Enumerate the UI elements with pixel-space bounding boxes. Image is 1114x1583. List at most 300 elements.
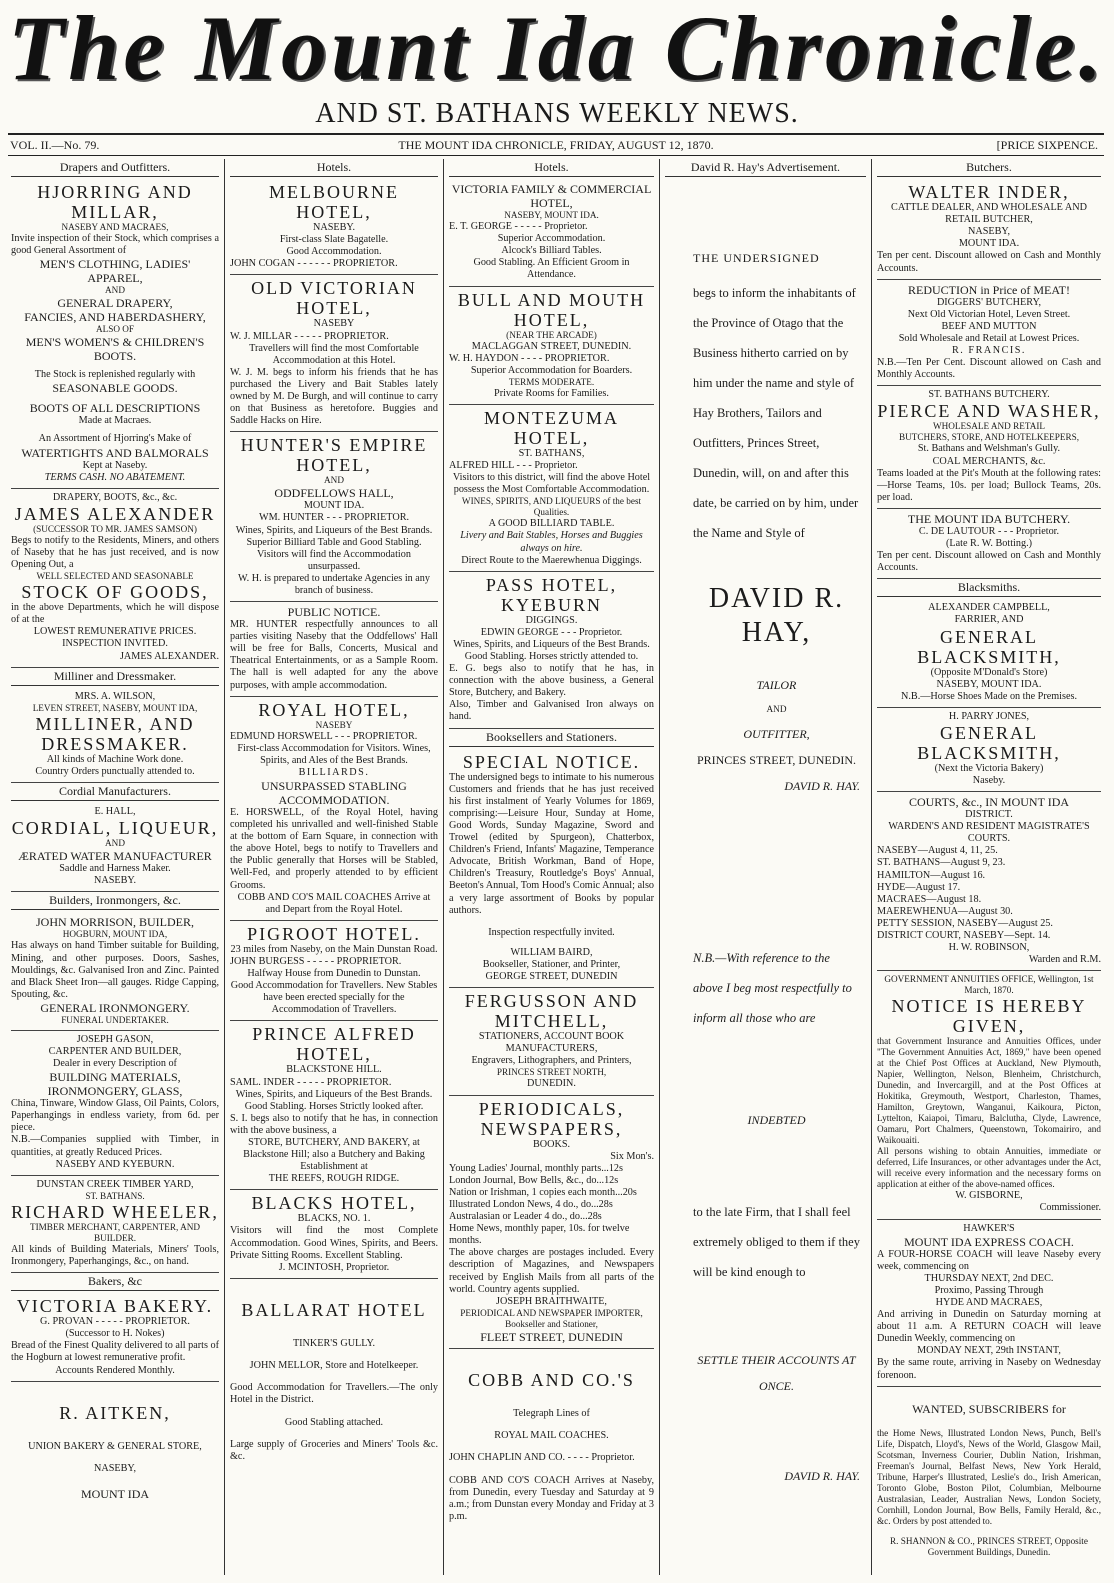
- advert-line: Invite inspection of their Stock, which comprises a good General Assortment of: [11, 233, 219, 257]
- advert-line: in the above Departments, which he will dispose of at the: [11, 602, 219, 626]
- advert-line: MOUNT IDA: [80, 1486, 150, 1501]
- advert-line: the Home News, Illustrated London News, Punch, Bell's Life, Dispatch, Lloyd's, News of the World, Glasgow Mail, Scotsman, Inverness Courier, Dublin Nation, Irishman, Freeman's Journal, Belfast News, New York Herald, Tribune, Harper's Illustrated, Leslie's do., Irish American, Toronto Globe, Boston Pilot, Columbian, Melbourne Australasian, Leader, Australian News, London Society, Cornhill, London Journal, Bow Bells, Family Herald, &c., &c. Orders by post attended to.: [877, 1427, 1101, 1526]
- price-row: Australasian or Leader 4 do., do...28s: [449, 1211, 602, 1223]
- advert-line: An Assortment of Hjorring's Make of: [38, 433, 192, 445]
- advert-line: W. J. M. begs to inform his friends that he has purchased the Livery and Bait Stables lately owned by M. De Burgh, and will continue to carry on that Business as heretofore. Buggies and Saddle Hacks on Hire.: [230, 366, 438, 427]
- advert-line: Inspection respectfully invited.: [488, 926, 615, 938]
- advert-line: R. SHANNON & CO., PRINCES STREET, Opposite Government Buildings, Dunedin.: [890, 1535, 1088, 1557]
- advert-line: HOGBURN, MOUNT IDA,: [62, 929, 168, 940]
- advert-line: JOHN MELLOR, Store and Hotelkeeper.: [249, 1360, 419, 1372]
- advert-victoria-family-hotel: [449, 179, 654, 286]
- advert-line: Private Rooms for Families.: [494, 387, 609, 399]
- advert-e-hall: [11, 803, 219, 892]
- advert-line: Good Stabling. An Efficient Groom in Attendance.: [473, 257, 630, 281]
- advert-line: Visitors will find the most Complete Accommodation. Good Wines, Spirits, and Beers. Private Sitting Rooms. Excellent Stabling.: [230, 1225, 438, 1261]
- advert-line: JOHN COGAN - - - - - - PROPRIETOR.: [230, 258, 398, 270]
- advert-line: ALEXANDER CAMPBELL,: [928, 602, 1050, 614]
- advert-line: E. G. begs also to notify that he has, in connection with the above business, a General Store, Butchery, and Bakery.: [449, 663, 654, 699]
- advert-title: MILLINER, AND DRESSMAKER.: [35, 713, 195, 754]
- advert-title: THE MOUNT IDA BUTCHERY.: [907, 511, 1071, 526]
- section-heading: Blacksmiths.: [877, 579, 1101, 597]
- section-heading: Milliner and Dressmaker.: [11, 668, 219, 686]
- advert-line: that Government Insurance and Annuities Offices, under "The Government Annuities Act, 1869," have been opened at the Chief Post Offices at Auckland, New Plymouth, Napier, Wellington, Nelson, Blenheim, Christchurch, Dunedin, and Invercargill, and at the Post Offices at Hokitika, Greymouth, Westport, Charleston, Thames, Hamilton, Greytown, Wanganui, Kaikoura, Picton, Lyttelton, Kaiapoi, Timaru, Balclutha, Clyde, Lawrence, Oamaru, Port Chalmers, Queenstown, Tokomairiro, and Waikouaiti.: [877, 1036, 1101, 1146]
- advert-line: LEVEN STREET, NASEBY, MOUNT IDA,: [32, 702, 198, 713]
- advert-line: WARDEN'S AND RESIDENT MAGISTRATE'S COURTS.: [888, 821, 1090, 845]
- advert-line: E. HORSWELL, of the Royal Hotel, having completed his unrivalled and well-finished Stable at the bottom of Earn Square, in connection with the above Hotel, begs to notify to Travellers and the Public generally that Horses will be Stabled, Well-Fed, and properly attended to by efficient Grooms.: [230, 807, 438, 891]
- advert-line: WHOLESALE AND RETAIL: [932, 421, 1046, 432]
- advert-line: First-class Slate Bagatelle.: [279, 234, 389, 246]
- advert-line: N.B.—Horse Shoes Made on the Premises.: [901, 690, 1077, 702]
- advert-line: PERIODICAL AND NEWSPAPER IMPORTER, Bookseller and Stationer,: [460, 1307, 643, 1329]
- advert-line: CATTLE DEALER, AND WHOLESALE AND RETAIL BUTCHER,: [891, 202, 1087, 226]
- advert-title: PIERCE AND WASHER,: [877, 401, 1101, 422]
- advert-line: INDEBTED: [747, 1112, 806, 1127]
- advert-title: HJORRING AND MILLAR,: [37, 182, 193, 223]
- advert-line: LOWEST REMUNERATIVE PRICES.: [33, 626, 197, 638]
- advert-line: Has always on hand Timber suitable for Building, Mining, and other purposes. Doors, Sashes, Mouldings, &c. Galvanised Iron and Zinc. Painted and Black Sheet Iron—all gauges. Ridge Capping, Spouting, &c.: [11, 940, 219, 1000]
- advert-title: PASS HOTEL, KYEBURN: [485, 574, 618, 615]
- advert-line: Engravers, Lithographers, and Printers,: [471, 1055, 632, 1067]
- advert-line: begs to inform the inhabitants of the Province of Otago that the Business hitherto carried on by him under the name and style of Hay Brothers, Tailors and Outfitters, Princes Street, Dunedin, will, on and after this date, be carried on by him, under the Name and Style of: [693, 285, 859, 540]
- volume-number: VOL. II.—No. 79.: [10, 138, 100, 152]
- advert-line: The Stock is replenished regularly with: [34, 369, 196, 381]
- price-row: Illustrated London News, 4 do., do...28s: [449, 1198, 613, 1210]
- advert-line: EDMUND HORSWELL - - - PROPRIETOR.: [230, 730, 418, 742]
- advert-title: VICTORIA BAKERY.: [16, 1296, 214, 1317]
- advert-line: AND: [324, 475, 344, 486]
- advert-title: JAMES ALEXANDER: [14, 503, 216, 524]
- advert-line: By the same route, arriving in Naseby on Wednesday forenoon.: [877, 1357, 1101, 1381]
- advert-line: China, Tinware, Window Glass, Oil Paints, Colors, Paperhangings in endless variety, from 6d. per piece.: [11, 1098, 219, 1134]
- advert-title: GENERAL BLACKSMITH,: [917, 626, 1061, 667]
- issue-date: THE MOUNT IDA CHRONICLE, FRIDAY, AUGUST 12, 1870.: [398, 138, 714, 152]
- advert-line: Dealer in every Description of: [53, 1058, 177, 1070]
- advert-line: Good Accommodation for Travellers.—The only Hotel in the District.: [230, 1382, 438, 1406]
- issue-price: [PRICE SIXPENCE.: [996, 138, 1098, 152]
- advert-line: COBB AND CO'S MAIL COACHES Arrive at and Depart from the Royal Hotel.: [237, 891, 431, 915]
- advert-line: Ten per cent. Discount allowed on Cash and Monthly Accounts.: [877, 550, 1101, 574]
- advert-line: SETTLE THEIR ACCOUNTS AT ONCE.: [697, 1352, 856, 1393]
- advert-title: BULL AND MOUTH HOTEL,: [457, 289, 646, 330]
- advert-line: N.B.—Companies supplied with Timber, in quantities, at greatly Reduced Prices.: [11, 1134, 219, 1158]
- advert-line: S. I. begs also to notify that he has, in connection with the above business, a: [230, 1112, 438, 1136]
- advert-title: COURTS, &c., IN MOUNT IDA: [908, 795, 1070, 810]
- advert-line: STORE, BUTCHERY, AND BAKERY, at Blackstone Hill; also a Butchery and Baking Establishment at: [243, 1136, 425, 1173]
- court-row: NASEBY—August 4, 11, 25.: [877, 845, 998, 857]
- advert-line: JOHN CHAPLIN AND CO. - - - - Proprietor.: [449, 1452, 635, 1464]
- advert-line: PRINCES STREET NORTH,: [496, 1067, 607, 1078]
- advert-title: RICHARD WHEELER,: [11, 1201, 219, 1222]
- advert-line: JOHN BURGESS - - - - - PROPRIETOR.: [230, 955, 402, 967]
- advert-line: DUNSTAN CREEK TIMBER YARD,: [36, 1178, 194, 1190]
- section-heading: Builders, Ironmongers, &c.: [11, 892, 219, 910]
- advert-line: Superior Accommodation.: [497, 233, 606, 245]
- advert-line: STATIONERS, ACCOUNT BOOK MANUFACTURERS,: [478, 1031, 625, 1055]
- advert-government-annuities: [877, 971, 1101, 1219]
- advert-line: Good Stabling. Horses strictly attended to.: [464, 650, 639, 662]
- advert-line: A GOOD BILLIARD TABLE.: [488, 518, 615, 530]
- advert-line: N.B.—Ten Per Cent. Discount allowed on Cash and Monthly Accounts.: [877, 357, 1101, 381]
- advert-line: AND: [105, 285, 125, 296]
- advert-john-morrison: [11, 912, 219, 1030]
- advert-line: (SUCCESSOR TO MR. JAMES SAMSON): [33, 523, 197, 534]
- advert-line: INSPECTION INVITED.: [62, 638, 168, 650]
- advert-alexander-campbell: [877, 599, 1101, 707]
- advert-line: (Next the Victoria Bakery): [934, 762, 1044, 774]
- advert-line: ST. BATHANS.: [85, 1190, 145, 1201]
- advert-hjorring-millar: [11, 179, 219, 489]
- advert-courts: [877, 792, 1101, 971]
- section-heading: Booksellers and Stationers.: [449, 729, 654, 747]
- advert-line: All kinds of Machine Work done.: [46, 753, 184, 765]
- advert-line: TERMS MODERATE.: [508, 376, 595, 387]
- advert-line: DISTRICT.: [965, 809, 1013, 821]
- advert-line: GENERAL DRAPERY,: [57, 296, 173, 311]
- advert-line: W. H. HAYDON - - - - PROPRIETOR.: [449, 352, 610, 364]
- advert-line: MOUNT IDA.: [958, 238, 1020, 250]
- price-row: Nation or Irishman, 1 copies each month...20s: [449, 1186, 637, 1198]
- advert-line: MRS. A. WILSON,: [74, 690, 156, 702]
- advert-line: DIGGERS' BUTCHERY,: [936, 296, 1042, 308]
- advert-melbourne-hotel: [230, 179, 438, 275]
- advert-blacks-hotel: [230, 1190, 438, 1278]
- advert-line: WILLIAM BAIRD,: [510, 946, 593, 958]
- advert-line: SAML. INDER - - - - - PROPRIETOR.: [230, 1076, 392, 1088]
- advert-line: And arriving in Dunedin on Saturday morning at about 11 a.m. A RETURN COACH will leave Dunedin Weekly, commencing on: [877, 1309, 1101, 1345]
- advert-line: TAILOR: [756, 677, 797, 692]
- advert-line: Large supply of Groceries and Miners' Tools &c. &c.: [230, 1439, 438, 1463]
- advert-line: All kinds of Building Materials, Miners' Tools, Ironmongery, Paperhangings, &c., on hand.: [11, 1243, 219, 1267]
- court-row: PETTY SESSION, NASEBY—August 25.: [877, 917, 1053, 929]
- advert-line: WM. HUNTER - - - PROPRIETOR.: [258, 512, 410, 524]
- advert-line: W. GISBORNE,: [955, 1190, 1023, 1202]
- advert-line: GEORGE STREET, DUNEDIN: [485, 971, 618, 983]
- advert-special-notice: [449, 749, 654, 989]
- advert-line: FANCIES, AND HABERDASHERY,: [24, 310, 206, 325]
- advert-pass-hotel: [449, 572, 654, 729]
- dateline: [8, 133, 1104, 156]
- advert-line: HOTEL,: [530, 196, 573, 211]
- advert-line: NASEBY.: [313, 222, 355, 234]
- advert-line: Superior Billiard Table and Good Stabling.: [246, 536, 422, 548]
- section-heading: Bakers, &c: [11, 1273, 219, 1291]
- advert-line: BLACKS, NO. 1.: [297, 1213, 371, 1225]
- advert-line: GENERAL IRONMONGERY.: [40, 1000, 190, 1015]
- advert-line: SEASONABLE GOODS.: [52, 381, 178, 396]
- advert-line: The above charges are postages included. Every description of Magazines, and Newspapers received by English Mails from all parts of the world. Country agents supplied.: [449, 1247, 654, 1295]
- advert-line: Warden and R.M.: [1028, 954, 1101, 966]
- advert-title: JOHN MORRISON, BUILDER,: [35, 915, 194, 930]
- advert-line: R. FRANCIS.: [952, 345, 1026, 357]
- advert-line: MEN'S CLOTHING, LADIES' APPAREL,: [39, 257, 191, 286]
- advert-line: THE REEFS, ROUGH RIDGE.: [268, 1173, 400, 1185]
- advert-ballarat-hotel: [230, 1279, 438, 1463]
- advert-victoria-bakery: [11, 1293, 219, 1381]
- advert-line: Halfway House from Dunedin to Dunstan.: [247, 968, 421, 980]
- advert-line: (Opposite M'Donald's Store): [930, 666, 1048, 678]
- advert-line: E. HALL,: [94, 806, 136, 818]
- advert-line: AND: [105, 838, 125, 849]
- advert-david-hay: [665, 179, 866, 1483]
- advert-line: Bookseller, Stationer, and Printer,: [482, 958, 621, 970]
- page-columns: [6, 159, 1106, 1575]
- advert-title: FERGUSSON AND MITCHELL,: [464, 991, 639, 1032]
- advert-line: AND: [766, 703, 787, 714]
- court-row: HAMILTON—August 16.: [877, 869, 986, 881]
- section-heading: Cordial Manufacturers.: [11, 783, 219, 801]
- advert-line: Proximo, Passing Through: [934, 1284, 1044, 1296]
- advert-line: Telegraph Lines of: [513, 1407, 590, 1419]
- advert-line: N.B.—With reference to the above I beg most respectfully to inform all those who are: [693, 950, 852, 1025]
- advert-title: GENERAL BLACKSMITH,: [917, 722, 1061, 763]
- advert-line: JOSEPH BRAITHWAITE,: [496, 1295, 607, 1307]
- advert-line: EDWIN GEORGE - - - Proprietor.: [480, 626, 623, 638]
- advert-line: ST. BATHANS,: [518, 447, 585, 459]
- court-row: ST. BATHANS—August 9, 23.: [877, 857, 1006, 869]
- advert-line: BUTCHERS, STORE, AND HOTELKEEPERS,: [898, 432, 1080, 443]
- advert-express-coach: [877, 1220, 1101, 1387]
- advert-line: The undersigned begs to intimate to his numerous Customers and friends that he has just received his first instalment of Yearly Volumes for 1869, comprising:—Leisure Hour, Sunday at Home, Good Words, Sunday Magazine, Sword and Trowel (edited by Spurgeon), Chatterbox, Children's Friend, Infants' Magazine, Temperance Advocate, British Workman, Band of Hope, Children's Treasury, Routledge's Boys' Annual, Beeton's Annual, Tom Hood's Comic Annual; also a very large assortment of Books by popular authors.: [449, 771, 654, 916]
- advert-line: JAMES ALEXANDER.: [119, 650, 219, 662]
- advert-line: to the late Firm, that I shall feel extremely obliged to them if they will be kind enough to: [693, 1204, 860, 1279]
- advert-title: HUNTER'S EMPIRE HOTEL,: [240, 435, 428, 476]
- advert-mount-ida-butchery: [877, 509, 1101, 579]
- advert-line: ALSO OF: [95, 324, 135, 335]
- advert-parry-jones: [877, 708, 1101, 792]
- advert-line: Ten per cent. Discount allowed on Cash and Monthly Accounts.: [877, 250, 1101, 274]
- advert-line: (Late R. W. Botting.): [945, 537, 1033, 549]
- advert-line: TINKER'S GULLY.: [292, 1337, 376, 1349]
- advert-line: DRAPERY, BOOTS, &c., &c.: [52, 491, 178, 503]
- advert-wanted-subscribers: [877, 1387, 1101, 1558]
- advert-line: A FOUR-HORSE COACH will leave Naseby every week, commencing on: [877, 1248, 1101, 1272]
- advert-line: NASEBY.: [94, 875, 136, 887]
- advert-line: BEEF AND MUTTON: [941, 320, 1037, 332]
- advert-line: MEN'S WOMEN'S & CHILDREN'S BOOTS.: [25, 335, 205, 364]
- advert-line: First-class Accommodation for Visitors. Wines, Spirits, and Ales of the Best Brands.: [237, 742, 431, 766]
- advert-line: Kept at Naseby.: [82, 459, 148, 471]
- advert-line: DIGGINGS.: [525, 614, 578, 626]
- advert-title: WANTED, SUBSCRIBERS for: [912, 1401, 1066, 1416]
- advert-line: WATERTIGHTS AND BALMORALS: [21, 445, 209, 460]
- advert-title: PERIODICALS, NEWSPAPERS,: [478, 1098, 625, 1139]
- advert-royal-hotel: [230, 697, 438, 921]
- advert-mrs-wilson: [11, 688, 219, 783]
- advert-line: Superior Accommodation for Boarders.: [470, 364, 633, 376]
- advert-line: Made at Macraes.: [78, 415, 152, 427]
- section-heading: Hotels.: [230, 159, 438, 177]
- advert-line: Good Accommodation.: [286, 246, 382, 258]
- advert-line: STOCK OF GOODS,: [21, 582, 209, 603]
- advert-line: BLACKSTONE HILL.: [286, 1064, 382, 1076]
- advert-line: (NEAR THE ARCADE): [506, 329, 597, 340]
- court-row: HYDE—August 17.: [877, 881, 961, 893]
- advert-line: Livery and Bait Stables, Horses and Buggies always on hire.: [460, 530, 643, 554]
- advert-title: WALTER INDER,: [908, 182, 1070, 203]
- advert-line: CARPENTER AND BUILDER,: [48, 1046, 182, 1057]
- advert-line: HAWKER'S: [963, 1222, 1015, 1234]
- price-row: London Journal, Bow Bells, &c., do...12s: [449, 1174, 619, 1186]
- advert-title: MELBOURNE HOTEL,: [269, 182, 399, 223]
- advert-line: FLEET STREET, DUNEDIN: [480, 1329, 623, 1344]
- advert-line: Also, Timber and Galvanised Iron always on hand.: [449, 699, 654, 723]
- advert-title: NOTICE IS HEREBY GIVEN,: [891, 996, 1087, 1037]
- advert-line: Accounts Rendered Monthly.: [55, 1364, 175, 1376]
- advert-line: Wines, Spirits, and Liqueurs of the Best Brands.: [453, 638, 650, 650]
- advert-line: ST. BATHANS BUTCHERY.: [928, 389, 1050, 401]
- advert-joseph-gason: [11, 1031, 219, 1176]
- advert-diggers-butchery: [877, 280, 1101, 387]
- advert-line: HYDE AND MACRAES,: [935, 1296, 1043, 1308]
- advert-line: W. J. MILLAR - - - - - PROPRIETOR.: [230, 330, 389, 342]
- advert-line: THURSDAY NEXT, 2nd DEC.: [924, 1272, 1054, 1284]
- advert-line: MONDAY NEXT, 29th INSTANT,: [917, 1345, 1061, 1357]
- advert-line: DAVID R. HAY.: [784, 778, 860, 793]
- column-butchers: [872, 159, 1106, 1575]
- advert-title: BLACKS HOTEL,: [251, 1193, 417, 1214]
- advert-richard-wheeler: [11, 1176, 219, 1273]
- advert-line: NASEBY AND MACRAES,: [61, 222, 169, 233]
- section-heading: David R. Hay's Advertisement.: [665, 159, 866, 177]
- advert-title: PRINCE ALFRED HOTEL,: [252, 1024, 416, 1065]
- advert-line: MR. HUNTER respectfully announces to all parties visiting Naseby that the Oddfellows' Hall will be free for Balls, Concerts, Musical and Theatrical Entertainments, or as a Sample Room. The hall is well adapted for any the above purposes, with ample accommodation.: [230, 619, 438, 691]
- advert-line: Sold Wholesale and Retail at Lowest Prices.: [898, 332, 1080, 344]
- advert-title: MONTEZUMA HOTEL,: [484, 407, 619, 448]
- advert-line: ALFRED HILL - - - Proprietor.: [449, 460, 578, 472]
- advert-line: 23 miles from Naseby, on the Main Dunstan Road.: [230, 943, 438, 955]
- masthead-subtitle: AND ST. BATHANS WEEKLY NEWS.: [315, 98, 799, 129]
- advert-line: GOVERNMENT ANNUITIES OFFICE, Wellington, 1st March, 1870.: [884, 974, 1094, 996]
- advert-title: R. AITKEN,: [59, 1402, 171, 1423]
- advert-line: Saddle and Harness Maker.: [59, 863, 171, 875]
- advert-line: H. PARRY JONES,: [948, 710, 1030, 722]
- advert-line: Visitors to this district, will find the above Hotel possess the Most Comfortable Accommodation.: [452, 472, 651, 496]
- advert-periodicals: [449, 1096, 654, 1349]
- advert-hunters-empire-hotel: [230, 432, 438, 602]
- advert-title: ROYAL HOTEL,: [258, 699, 410, 720]
- advert-line: Country Orders punctually attended to.: [35, 765, 195, 777]
- advert-line: COAL MERCHANTS, &c.: [932, 455, 1046, 467]
- advert-line: NASEBY, MOUNT IDA.: [936, 678, 1042, 690]
- column-drapers: [6, 159, 225, 1575]
- advert-line: Alcock's Billiard Tables.: [501, 245, 602, 257]
- court-row: DISTRICT COURT, NASEBY—Sept. 14.: [877, 930, 1051, 942]
- section-heading: Drapers and Outfitters.: [11, 159, 219, 177]
- court-row: MACRAES—August 18.: [877, 893, 982, 905]
- advert-line: H. W. ROBINSON,: [948, 942, 1030, 954]
- advert-line: COBB AND CO'S COACH Arrives at Naseby, from Dunedin, every Tuesday and Saturday at 9 a.m.; from Dunstan every Monday and Friday at 3 p.m.: [449, 1474, 654, 1522]
- court-row: MAEREWHENUA—August 30.: [877, 905, 1013, 917]
- advert-line: Begs to notify to the Residents, Miners, and others of Naseby that he has just received, and is now Opening Out, a: [11, 534, 219, 571]
- price-row: Home News, monthly paper, 10s. for twelve months.: [449, 1223, 630, 1247]
- advert-line: BUILDING MATERIALS,: [49, 1070, 181, 1085]
- advert-title: THE UNDERSIGNED: [693, 251, 820, 266]
- advert-line: NASEBY: [313, 318, 355, 330]
- advert-walter-inder: [877, 179, 1101, 280]
- advert-line: BILLIARDS.: [298, 766, 370, 778]
- advert-line: PRINCES STREET, DUNEDIN.: [696, 752, 857, 767]
- advert-line: TIMBER MERCHANT, CARPENTER, AND BUILDER.: [29, 1221, 201, 1243]
- advert-pigroot-hotel: [230, 921, 438, 1022]
- advert-line: (Successor to H. Nokes): [65, 1328, 165, 1340]
- advert-line: BOOKS.: [532, 1138, 571, 1150]
- advert-james-alexander: [11, 489, 219, 668]
- advert-line: MACLAGGAN STREET, DUNEDIN.: [471, 340, 632, 352]
- advert-line: UNION BAKERY & GENERAL STORE,: [28, 1440, 202, 1452]
- advert-line: DUNEDIN.: [527, 1078, 576, 1090]
- section-heading: Hotels.: [449, 159, 654, 177]
- advert-line: J. MCINTOSH, Proprietor.: [278, 1261, 390, 1273]
- advert-line: JOSEPH GASON,: [76, 1033, 154, 1045]
- advert-line: MOUNT IDA.: [303, 500, 365, 512]
- advert-name: DAVID R. HAY,: [708, 582, 845, 648]
- advert-line: NASEBY: [315, 719, 353, 730]
- advert-line: FUNERAL UNDERTAKER.: [61, 1014, 169, 1025]
- advert-line: NASEBY, MOUNT IDA.: [504, 210, 599, 221]
- advert-title: CORDIAL, LIQUEUR,: [11, 818, 219, 839]
- advert-line: DAVID R. HAY.: [784, 1468, 860, 1483]
- advert-prince-alfred-hotel: [230, 1021, 438, 1190]
- advert-title: REDUCTION in Price of MEAT!: [908, 282, 1070, 297]
- advert-line: Naseby.: [972, 775, 1006, 786]
- advert-line: Visitors will find the Accommodation unsurpassed.: [257, 548, 411, 572]
- advert-line: Good Stabling attached.: [284, 1416, 384, 1428]
- advert-line: W. H. is prepared to undertake Agencies in any branch of business.: [238, 572, 430, 596]
- advert-old-victorian-hotel: [230, 275, 438, 432]
- advert-line: ÆRATED WATER MANUFACTURER: [18, 849, 212, 864]
- advert-title: PIGROOT HOTEL.: [247, 923, 421, 944]
- advert-title: VICTORIA FAMILY & COMMERCIAL: [451, 182, 652, 197]
- advert-line: Commissioner.: [1039, 1202, 1101, 1214]
- advert-title: MOUNT IDA EXPRESS COACH.: [904, 1234, 1074, 1249]
- advert-pierce-washer: [877, 386, 1101, 509]
- advert-title: COBB AND CO.'S: [468, 1369, 635, 1390]
- advert-line: UNSURPASSED STABLING ACCOMMODATION.: [261, 779, 407, 807]
- advert-line: OUTFITTER,: [743, 726, 810, 741]
- advert-line: Direct Route to the Maerewhenua Diggings.: [461, 554, 642, 566]
- advert-line: Teams loaded at the Pit's Mouth at the following rates:—Horse Teams, 10s. per load; Bullock Teams, 20s. per load.: [877, 467, 1101, 503]
- advert-title: BALLARAT HOTEL: [241, 1299, 427, 1320]
- masthead: [0, 0, 1114, 130]
- advert-cobb-and-co: [449, 1349, 654, 1523]
- advert-line: Travellers will find the most Comfortable Accommodation at this Hotel.: [249, 342, 419, 366]
- column-david-hay: [660, 159, 872, 1575]
- advert-line: Six Mon's.: [610, 1150, 654, 1162]
- advert-line: FARRIER, AND: [954, 614, 1024, 626]
- advert-line: E. T. GEORGE - - - - - Proprietor.: [449, 221, 588, 233]
- advert-line: Good Accommodation for Travellers. New Stables have been erected specially for the Accommodation of Travellers.: [230, 980, 438, 1016]
- advert-line: NASEBY,: [968, 226, 1010, 238]
- advert-fergusson-mitchell: [449, 988, 654, 1095]
- advert-line: ODDFELLOWS HALL,: [274, 486, 394, 501]
- column-hotels-2: [444, 159, 660, 1575]
- advert-line: St. Bathans and Welshman's Gully.: [917, 443, 1061, 455]
- advert-line: NASEBY AND KYEBURN.: [55, 1158, 175, 1170]
- advert-line: C. DE LAUTOUR - - - Proprietor.: [918, 525, 1060, 537]
- advert-line: Good Stabling. Horses Strictly looked after.: [244, 1100, 424, 1112]
- advert-title: SPECIAL NOTICE.: [462, 751, 641, 772]
- advert-line: TERMS CASH. NO ABATEMENT.: [44, 471, 186, 483]
- advert-r-aitken: [11, 1382, 219, 1501]
- advert-bull-and-mouth-hotel: [449, 287, 654, 405]
- advert-title: OLD VICTORIAN HOTEL,: [251, 278, 417, 319]
- advert-line: Bread of the Finest Quality delivered to all parts of the Hogburn at lowest remunerative profit.: [11, 1340, 219, 1364]
- advert-public-notice: [230, 602, 438, 697]
- advert-title: IRONMONGERY, GLASS,: [47, 1084, 183, 1099]
- advert-line: BOOTS OF ALL DESCRIPTIONS: [29, 401, 201, 416]
- advert-line: Wines, Spirits, and Liqueurs of the Best Brands.: [235, 1088, 433, 1100]
- advert-line: All persons wishing to obtain Annuities, immediate or deferred, Life Insurances, or other advantages under the Act, will receive every information and the necessary forms on application at either of the above-named offices.: [877, 1146, 1101, 1190]
